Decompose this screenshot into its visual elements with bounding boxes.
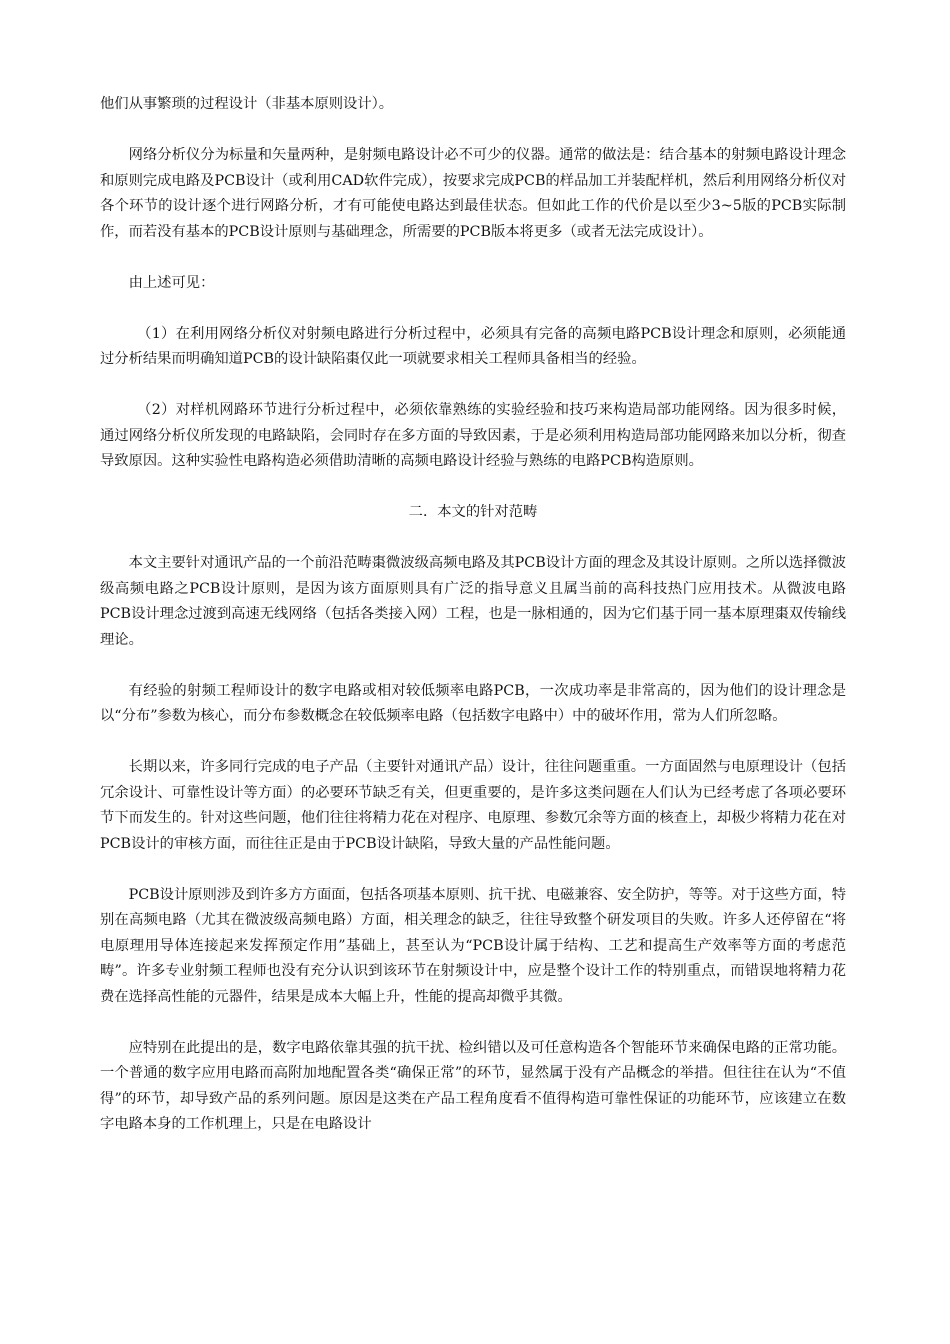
paragraph-rf-engineer: 有经验的射频工程师设计的数字电路或相对较低频率电路PCB，一次成功率是非常高的，因为他们的设计理念是以“分布”参数为核心，而分布参数概念在较低频率电路（包括数字电路中）中的破坏作用，常为人们所忽略。 xyxy=(100,682,846,724)
paragraph-long-term: 长期以来，许多同行完成的电子产品（主要针对通讯产品）设计，往往问题重重。一方面固然与电原理设计（包括冗余设计、可靠性设计等方面）的必要环节缺乏有关，但更重要的，是许多这类问题在人们认为已经考虑了各项必要环节下而发生的。针对这些问题，他们往往将精力花在对程序、电原理、参数冗余等方面的核查上，却极少将精力花在对PCB设计的审核方面，而往往正是由于PCB设计缺陷，导致大量的产品性能问题。 xyxy=(100,759,846,852)
paragraph-point-2: （2）对样机网路环节进行分析过程中，必须依靠熟练的实验经验和技巧来构造局部功能网络。因为很多时候，通过网络分析仪所发现的电路缺陷，会同时存在多方面的导致因素，于是必须利用构造局部功能网路来加以分析，彻查导致原因。这种实验性电路构造必须借助清晰的高频电路设计经验与熟练的电路PCB构造原则。 xyxy=(100,402,846,469)
paragraph-point-1: （1）在利用网络分析仪对射频电路进行分析过程中，必须具有完备的高频电路PCB设计理念和原则，必须能通过分析结果而明确知道PCB的设计缺陷棗仅此一项就要求相关工程师具备相当的经验。 xyxy=(100,325,846,367)
paragraph-scope: 本文主要针对通讯产品的一个前沿范畴棗微波级高频电路及其PCB设计方面的理念及其设计原则。之所以选择微波级高频电路之PCB设计原则，是因为该方面原则具有广泛的指导意义且属当前的高科技热门应用技术。从微波电路PCB设计理念过渡到高速无线网络（包括各类接入网）工程，也是一脉相通的，因为它们基于同一基本原理棗双传输线理论。 xyxy=(100,555,846,648)
paragraph-network-analyzer: 网络分析仪分为标量和矢量两种，是射频电路设计必不可少的仪器。通常的做法是：结合基本的射频电路设计理念和原则完成电路及PCB设计（或利用CAD软件完成），按要求完成PCB的样品加工并装配样机，然后利用网络分析仪对各个环节的设计逐个进行网路分析，才有可能使电路达到最佳状态。但如此工作的代价是以至少3~5版的PCB实际制作，而若没有基本的PCB设计原则与基础理念，所需要的PCB版本将更多（或者无法完成设计）。 xyxy=(100,147,846,240)
document-body xyxy=(100,92,846,1163)
paragraph-continuation: 他们从事繁琐的过程设计（非基本原则设计）。 xyxy=(100,96,394,112)
paragraph-conclusion-intro: 由上述可见： xyxy=(128,274,215,291)
paragraph-pcb-principles: PCB设计原则涉及到许多方方面面，包括各项基本原则、抗干扰、电磁兼容、安全防护，等等。对于这些方面，特别在高频电路（尤其在微波级高频电路）方面，相关理念的缺乏，往往导致整个研发项目的失败。许多人还停留在“将电原理用导体连接起来发挥预定作用”基础上，甚至认为“PCB设计属于结构、工艺和提高生产效率等方面的考虑范畴”。许多专业射频工程师也没有充分认识到该环节在射频设计中，应是整个设计工作的特别重点，而错误地将精力花费在选择高性能的元器件，结果是成本大幅上升，性能的提高却微乎其微。 xyxy=(100,886,846,1005)
section-heading: 二．本文的针对范畴 xyxy=(408,504,538,520)
paragraph-digital-circuit: 应特别在此提出的是，数字电路依靠其强的抗干扰、检纠错以及可任意构造各个智能环节来确保电路的正常功能。一个普通的数字应用电路而高附加地配置各类“确保正常”的环节，显然属于没有产品概念的举措。但往往在认为“不值得”的环节，却导致产品的系列问题。原因是这类在产品工程角度看不值得构造可靠性保证的功能环节，应该建立在数字电路本身的工作机理上，只是在电路设计 xyxy=(100,1039,846,1132)
